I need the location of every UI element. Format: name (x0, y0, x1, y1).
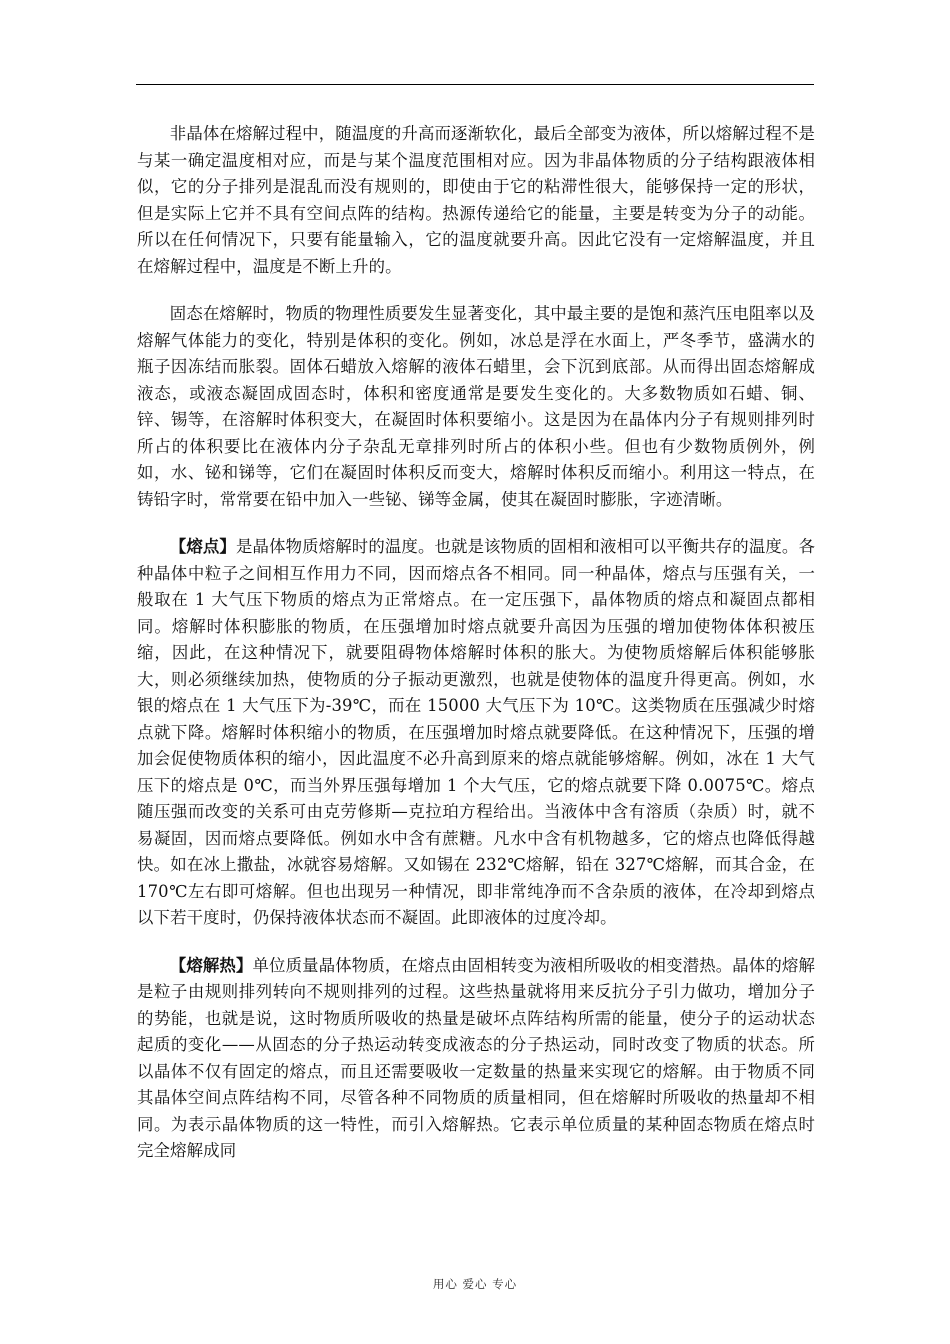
paragraph-heat-of-fusion (137, 953, 815, 1165)
header-rule (136, 84, 814, 85)
paragraph-text: 单位质量晶体物质，在熔点由固相转变为液相所吸收的相变潜热。晶体的熔解是粒子由规则排列转向不规则排列的过程。这些热量就将用来反抗分子引力做功，增加分子的势能，也就是说，这时物质所吸收的热量是破坏点阵结构所需的能量，使分子的运动状态起质的变化——从固态的分子热运动转变成液态的分子热运动，同时改变了物质的状态。所以晶体不仅有固定的熔点，而且还需要吸收一定数量的热量来实现它的熔解。由于物质不同其晶体空间点阵结构不同，尽管各种不同物质的质量相同，但在熔解时所吸收的热量却不相同。为表示晶体物质的这一特性，而引入熔解热。它表示单位质量的某种固态物质在熔点时完全熔解成同 (137, 955, 815, 1160)
paragraph-text: 非晶体在熔解过程中，随温度的升高而逐渐软化，最后全部变为液体，所以熔解过程不是与某一确定温度相对应，而是与某个温度范围相对应。因为非晶体物质的分子结构跟液体相似，它的分子排列是混乱而没有规则的，即使由于它的粘滞性很大，能够保持一定的形状，但是实际上它并不具有空间点阵的结构。热源传递给它的能量，主要是转变为分子的动能。所以在任何情况下，只要有能量输入，它的温度就要升高。因此它没有一定熔解温度，并且在熔解过程中，温度是不断上升的。 (137, 124, 815, 276)
paragraph-amorphous-melting (137, 121, 815, 280)
term-heading: 【熔点】 (169, 537, 236, 556)
term-heading: 【熔解热】 (169, 955, 253, 975)
paragraph-melting-point (137, 534, 815, 932)
paragraph-volume-change (137, 301, 815, 513)
document-body (137, 121, 815, 1186)
page-footer: 用心 爱心 专心 (432, 1277, 518, 1291)
paragraph-text: 固态在熔解时，物质的物理性质要发生显著变化，其中最主要的是饱和蒸汽压电阻率以及熔解气体能力的变化，特别是体积的变化。例如，冰总是浮在水面上，严冬季节，盛满水的瓶子因冻结而胀裂。固体石蜡放入熔解的液体石蜡里，会下沉到底部。从而得出固态熔解成液态，或液态凝固成固态时，体积和密度通常是要发生变化的。大多数物质如石蜡、铜、锌、锡等，在溶解时体积变大，在凝固时体积要缩小。这是因为在晶体内分子有规则排列时所占的体积要比在液体内分子杂乱无章排列时所占的体积小些。但也有少数物质例外，例如，水、铋和锑等，它们在凝固时体积反而变大，熔解时体积反而缩小。利用这一特点，在铸铅字时，常常要在铅中加入一些铋、锑等金属，使其在凝固时膨胀，字迹清晰。 (137, 304, 815, 509)
paragraph-text: 是晶体物质熔解时的温度。也就是该物质的固相和液相可以平衡共存的温度。各种晶体中粒子之间相互作用力不同，因而熔点各不相同。同一种晶体，熔点与压强有关，一般取在 1 大气压下物质的熔点为正常熔点。在一定压强下，晶体物质的熔点和凝固点都相同。熔解时体积膨胀的物质，在压强增加时熔点就要升高因为压强的增加使物体体积被压缩，因此，在这种情况下，就要阻碍物体熔解时体积的胀大。为使物质熔解后体积能够胀大，则必须继续加热，使物质的分子振动更激烈，也就是使物体的温度升得更高。例如，水银的熔点在 1 大气压下为-39℃，而在 15000 大气压下为 10℃。这类物质在压强减少时熔点就下降。熔解时体积缩小的物质，在压强增加时熔点就要降低。在这种情况下，压强的增加会促使物质体积的缩小，因此温度不必升高到原来的熔点就能够熔解。例如，冰在 1 大气压下的熔点是 0℃，而当外界压强每增加 1 个大气压，它的熔点就要下降 0.0075℃。熔点随压强而改变的关系可由克劳修斯—克拉珀方程给出。当液体中含有溶质（杂质）时，就不易凝固，因而熔点要降低。例如水中含有蔗糖。凡水中含有机物越多，它的熔点也降低得越快。如在冰上撒盐，冰就容易熔解。又如锡在 232℃熔解，铅在 327℃熔解，而其合金，在 170℃左右即可熔解。但也出现另一种情况，即非常纯净而不含杂质的液体，在冷却到熔点以下若干度时，仍保持液体状态而不凝固。此即液体的过度冷却。 (137, 537, 816, 927)
